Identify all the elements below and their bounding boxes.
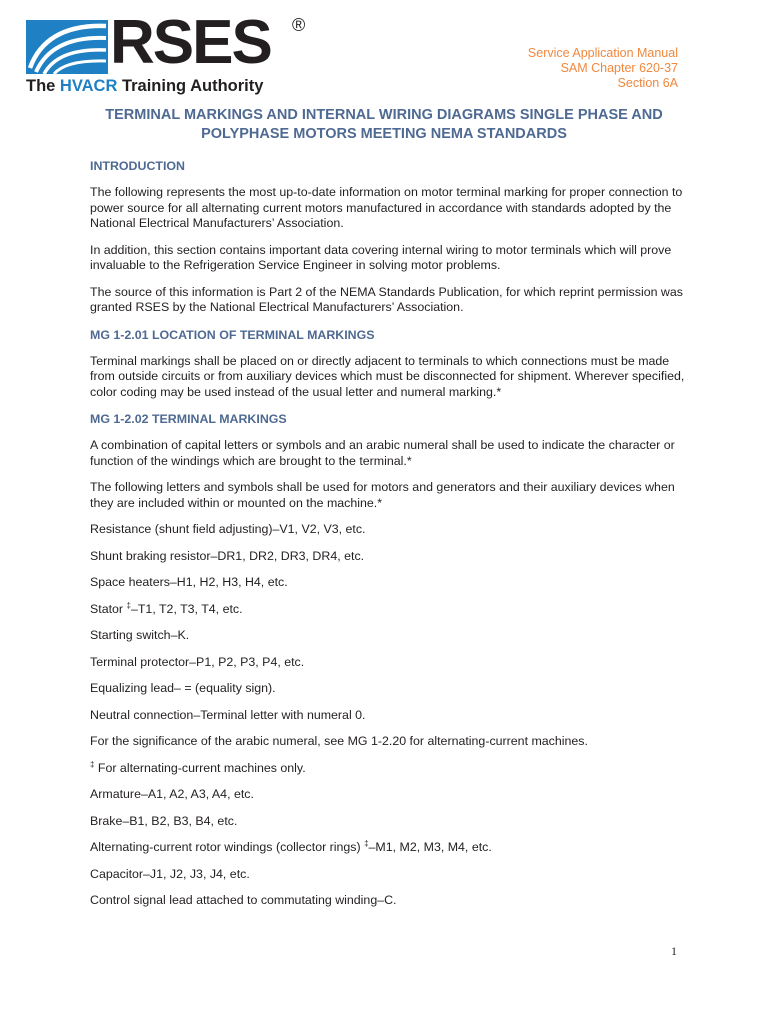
marking-item: Neutral connection–Terminal letter with numeral 0.: [90, 707, 366, 722]
paragraph: In addition, this section contains important data covering internal wiring to motor terminals which will prove invaluable to the Refrigeration Service Engineer in solving motor problems.: [90, 242, 672, 272]
marking-item: Brake–B1, B2, B3, B4, etc.: [90, 813, 238, 828]
marking-item: Space heaters–H1, H2, H3, H4, etc.: [90, 575, 288, 589]
marking-item: [90, 840, 690, 856]
rotor-values: –M1, M2, M3, M4, etc.: [368, 840, 492, 854]
marking-item: Equalizing lead– = (equality sign).: [90, 681, 276, 695]
section-heading-location: MG 1-2.01 LOCATION OF TERMINAL MARKINGS: [90, 327, 375, 342]
logo-tagline: [26, 78, 263, 95]
marking-item: Capacitor–J1, J2, J3, J4, etc.: [90, 866, 250, 881]
double-dagger-mark: ‡: [126, 600, 131, 610]
marking-item: Armature–A1, A2, A3, A4, etc.: [90, 787, 254, 801]
paragraph: A combination of capital letters or symbols and an arabic numeral shall be used to indicate the character or function of the windings which are brought to the terminal.*: [90, 438, 675, 468]
section-heading-markings: MG 1-2.02 TERMINAL MARKINGS: [90, 412, 287, 426]
page-number: 1: [671, 944, 677, 958]
footnote-text: For alternating-current machines only.: [94, 760, 306, 775]
rotor-label: Alternating-current rotor windings (collector rings): [90, 840, 365, 854]
marking-item: Terminal protector–P1, P2, P3, P4, etc.: [90, 654, 305, 669]
document-body: [90, 158, 690, 920]
tagline-pre: The: [26, 77, 60, 95]
marking-item: Shunt braking resistor–DR1, DR2, DR3, DR4, etc.: [90, 548, 365, 563]
tagline-post: Training Authority: [117, 77, 264, 95]
manual-name: Service Application Manual: [527, 46, 678, 60]
paragraph: The following letters and symbols shall be used for motors and generators and their auxiliary devices when they are included within or mounted on the machine.*: [90, 480, 675, 510]
page-header: [0, 0, 768, 100]
rses-logo: [26, 8, 316, 98]
stator-label: Stator: [90, 601, 127, 616]
tagline-highlight: HVACR: [59, 77, 118, 95]
marking-item: Control signal lead attached to commutating winding–C.: [90, 893, 397, 907]
chapter-number: SAM Chapter 620-37: [560, 61, 678, 75]
manual-reference: [528, 46, 678, 91]
paragraph: The source of this information is Part 2 of the NEMA Standards Publication, for which reprint permission was granted RSES by the National Electrical Manufacturers’ Association.: [90, 284, 683, 314]
document-title: TERMINAL MARKINGS AND INTERNAL WIRING DIAGRAMS SINGLE PHASE AND POLYPHASE MOTORS MEETING NEMA STANDARDS: [105, 107, 663, 142]
marking-item: Starting switch–K.: [90, 628, 190, 642]
paragraph: The following represents the most up-to-date information on motor terminal marking for proper connection to power source for all alternating current motors manufactured in accordance with standards adopted by the National Electrical Manufacturers’ Association.: [90, 185, 683, 230]
globe-swoosh-icon: [26, 14, 108, 76]
marking-item: Resistance (shunt field adjusting)–V1, V2, V3, etc.: [90, 522, 366, 536]
marking-item: [90, 602, 690, 618]
double-dagger-mark: ‡: [90, 759, 95, 769]
registered-mark: ®: [292, 15, 306, 35]
footnote: [90, 761, 690, 777]
logo-wordmark: RSES: [110, 8, 271, 77]
stator-values: –T1, T2, T3, T4, etc.: [130, 601, 243, 616]
marking-item: For the significance of the arabic numeral, see MG 1-2.20 for alternating-current machines.: [90, 734, 588, 748]
paragraph: Terminal markings shall be placed on or directly adjacent to terminals to which connections must be made from outside circuits or from auxiliary devices which must be disconnected for shipment. Wherever specified, color coding may be used instead of the usual letter and numeral marking.*: [90, 353, 685, 399]
section-heading-introduction: INTRODUCTION: [90, 159, 185, 173]
section-number: Section 6A: [617, 76, 678, 90]
double-dagger-mark: ‡: [364, 838, 369, 848]
